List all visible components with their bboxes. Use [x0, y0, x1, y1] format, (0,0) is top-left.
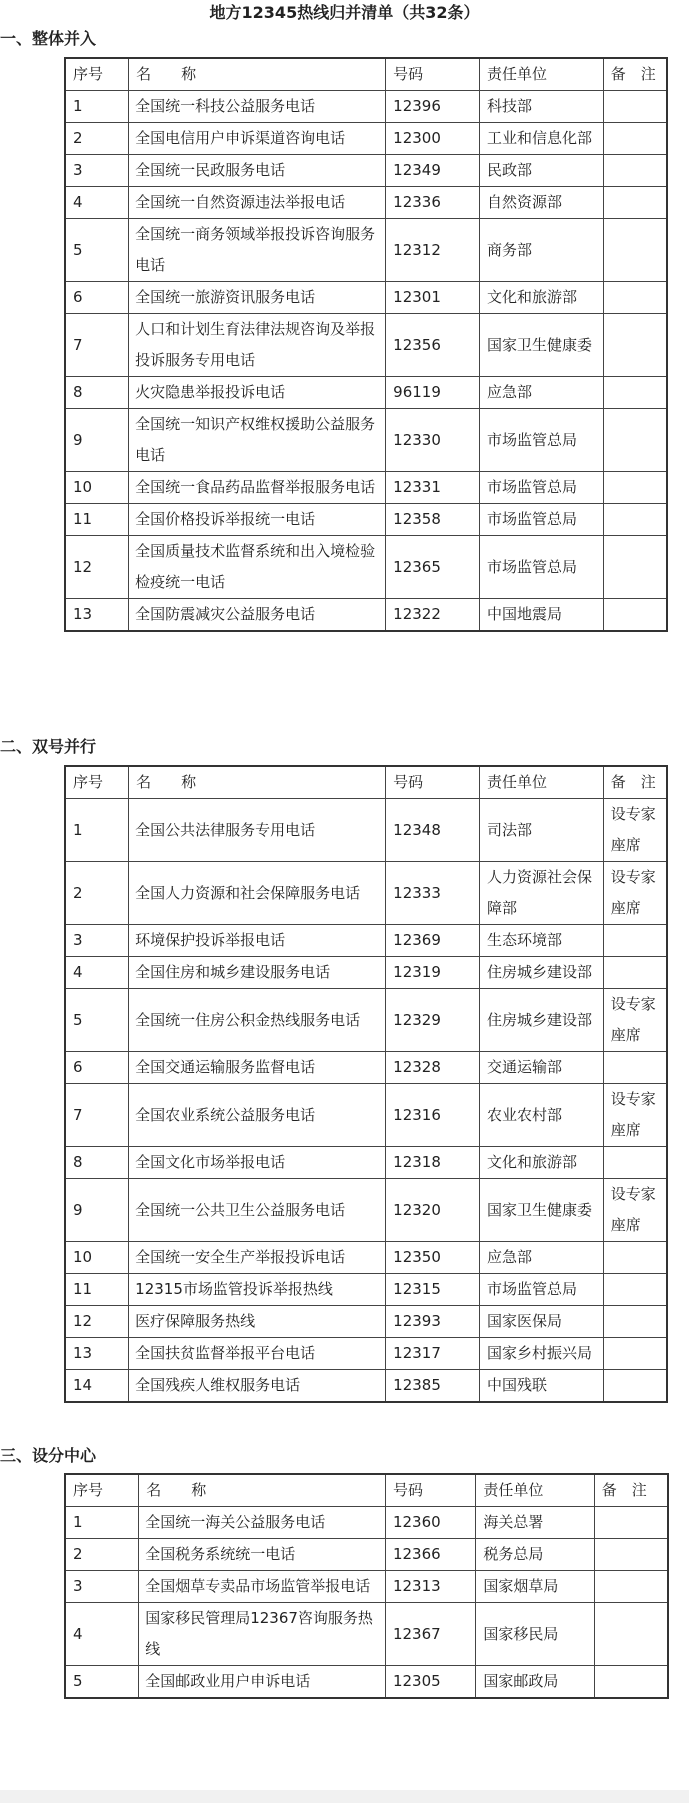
cell-responsible-unit: 应急部	[479, 1242, 603, 1274]
cell-serial-number: 1	[65, 91, 129, 123]
cell-serial-number: 11	[65, 504, 129, 536]
cell-responsible-unit: 市场监管总局	[479, 1274, 603, 1306]
cell-responsible-unit: 住房城乡建设部	[479, 989, 603, 1052]
cell-hotline-name: 环境保护投诉举报电话	[129, 925, 386, 957]
table-row	[65, 1052, 667, 1084]
cell-responsible-unit: 市场监管总局	[479, 536, 603, 599]
table-row	[65, 219, 667, 282]
cell-remarks	[603, 1242, 667, 1274]
cell-phone-number: 96119	[386, 377, 480, 409]
table-row	[65, 1274, 667, 1306]
cell-remarks: 设专家座席	[603, 989, 667, 1052]
column-header-responsible-unit: 责任单位	[476, 1474, 594, 1507]
cell-remarks	[594, 1571, 668, 1603]
column-header-hotline-name: 名 称	[139, 1474, 386, 1507]
table-sub-center	[64, 1473, 669, 1699]
column-header-remarks: 备 注	[603, 58, 667, 91]
cell-remarks	[594, 1539, 668, 1571]
table-row	[65, 1084, 667, 1147]
section-heading-sub-center: 三、设分中心	[0, 1446, 97, 1465]
table-row	[65, 472, 667, 504]
table-row	[65, 155, 667, 187]
cell-phone-number: 12300	[386, 123, 480, 155]
cell-phone-number: 12322	[386, 599, 480, 632]
cell-hotline-name: 全国交通运输服务监督电话	[129, 1052, 386, 1084]
cell-responsible-unit: 人力资源社会保障部	[479, 862, 603, 925]
cell-hotline-name: 全国人力资源和社会保障服务电话	[129, 862, 386, 925]
cell-responsible-unit: 商务部	[479, 219, 603, 282]
cell-serial-number: 13	[65, 1338, 129, 1370]
cell-responsible-unit: 国家卫生健康委	[479, 314, 603, 377]
cell-hotline-name: 人口和计划生育法律法规咨询及举报 投诉服务专用电话	[129, 314, 386, 377]
cell-serial-number: 3	[65, 155, 129, 187]
cell-phone-number: 12331	[386, 472, 480, 504]
cell-remarks	[603, 123, 667, 155]
cell-responsible-unit: 生态环境部	[479, 925, 603, 957]
cell-hotline-name: 全国烟草专卖品市场监管举报电话	[139, 1571, 386, 1603]
cell-hotline-name: 全国质量技术监督系统和出入境检验 检疫统一电话	[129, 536, 386, 599]
column-header-phone-number: 号码	[386, 766, 480, 799]
cell-remarks	[603, 1147, 667, 1179]
cell-responsible-unit: 交通运输部	[479, 1052, 603, 1084]
table-row	[65, 862, 667, 925]
cell-serial-number: 11	[65, 1274, 129, 1306]
cell-hotline-name: 全国扶贫监督举报平台电话	[129, 1338, 386, 1370]
cell-phone-number: 12313	[385, 1571, 475, 1603]
cell-remarks	[603, 377, 667, 409]
cell-phone-number: 12312	[386, 219, 480, 282]
cell-hotline-name: 全国统一民政服务电话	[129, 155, 386, 187]
cell-phone-number: 12385	[386, 1370, 480, 1403]
cell-serial-number: 4	[65, 957, 129, 989]
cell-phone-number: 12333	[386, 862, 480, 925]
cell-serial-number: 5	[65, 989, 129, 1052]
cell-remarks	[603, 957, 667, 989]
cell-remarks	[603, 409, 667, 472]
column-header-serial-number: 序号	[65, 1474, 139, 1507]
table-row	[65, 314, 667, 377]
cell-serial-number: 7	[65, 314, 129, 377]
column-header-hotline-name: 名 称	[129, 58, 386, 91]
cell-remarks: 设专家座席	[603, 1084, 667, 1147]
cell-phone-number: 12336	[386, 187, 480, 219]
table-row	[65, 1539, 668, 1571]
cell-remarks	[603, 472, 667, 504]
table-header-row	[65, 58, 667, 91]
cell-phone-number: 12316	[386, 1084, 480, 1147]
cell-phone-number: 12365	[386, 536, 480, 599]
cell-serial-number: 6	[65, 282, 129, 314]
cell-responsible-unit: 自然资源部	[479, 187, 603, 219]
cell-hotline-name: 火灾隐患举报投诉电话	[129, 377, 386, 409]
table-header-row	[65, 766, 667, 799]
cell-remarks: 设专家座席	[603, 862, 667, 925]
cell-phone-number: 12320	[386, 1179, 480, 1242]
cell-serial-number: 7	[65, 1084, 129, 1147]
cell-phone-number: 12369	[386, 925, 480, 957]
cell-phone-number: 12318	[386, 1147, 480, 1179]
cell-remarks	[603, 155, 667, 187]
table-row	[65, 91, 667, 123]
table-row	[65, 1666, 668, 1699]
table-row	[65, 925, 667, 957]
cell-hotline-name: 全国统一食品药品监督举报服务电话	[129, 472, 386, 504]
cell-hotline-name: 全国统一旅游资讯服务电话	[129, 282, 386, 314]
cell-serial-number: 4	[65, 1603, 139, 1666]
cell-remarks: 设专家座席	[603, 799, 667, 862]
cell-serial-number: 1	[65, 1507, 139, 1539]
cell-responsible-unit: 国家乡村振兴局	[479, 1338, 603, 1370]
table-row	[65, 1571, 668, 1603]
cell-responsible-unit: 市场监管总局	[479, 504, 603, 536]
cell-responsible-unit: 国家卫生健康委	[479, 1179, 603, 1242]
cell-hotline-name: 全国防震减灾公益服务电话	[129, 599, 386, 632]
cell-serial-number: 2	[65, 1539, 139, 1571]
table-row	[65, 599, 667, 632]
cell-responsible-unit: 市场监管总局	[479, 472, 603, 504]
column-header-remarks: 备 注	[594, 1474, 668, 1507]
cell-remarks	[603, 504, 667, 536]
cell-serial-number: 8	[65, 377, 129, 409]
table-row	[65, 282, 667, 314]
cell-hotline-name: 全国统一安全生产举报投诉电话	[129, 1242, 386, 1274]
cell-hotline-name: 全国统一知识产权维权援助公益服务电话	[129, 409, 386, 472]
column-header-serial-number: 序号	[65, 766, 129, 799]
cell-serial-number: 3	[65, 1571, 139, 1603]
column-header-responsible-unit: 责任单位	[479, 58, 603, 91]
cell-phone-number: 12366	[385, 1539, 475, 1571]
cell-serial-number: 5	[65, 219, 129, 282]
cell-hotline-name: 全国电信用户申诉渠道咨询电话	[129, 123, 386, 155]
cell-hotline-name: 12315市场监管投诉举报热线	[129, 1274, 386, 1306]
cell-remarks	[594, 1666, 668, 1699]
table-row	[65, 377, 667, 409]
section-heading-whole-merge: 一、整体并入	[0, 29, 97, 48]
cell-hotline-name: 国家移民管理局12367咨询服务热线	[139, 1603, 386, 1666]
cell-serial-number: 9	[65, 409, 129, 472]
table-row	[65, 123, 667, 155]
table-row	[65, 1603, 668, 1666]
cell-serial-number: 2	[65, 862, 129, 925]
cell-phone-number: 12349	[386, 155, 480, 187]
table-row	[65, 504, 667, 536]
cell-serial-number: 2	[65, 123, 129, 155]
column-header-remarks: 备 注	[603, 766, 667, 799]
page-footer-bar	[0, 1790, 689, 1803]
cell-remarks	[603, 599, 667, 632]
cell-serial-number: 1	[65, 799, 129, 862]
cell-remarks	[603, 1306, 667, 1338]
cell-responsible-unit: 市场监管总局	[479, 409, 603, 472]
cell-hotline-name: 全国公共法律服务专用电话	[129, 799, 386, 862]
cell-serial-number: 12	[65, 536, 129, 599]
table-row	[65, 799, 667, 862]
table-row	[65, 989, 667, 1052]
table-row	[65, 187, 667, 219]
cell-phone-number: 12350	[386, 1242, 480, 1274]
cell-hotline-name: 全国统一商务领域举报投诉咨询服务电话	[129, 219, 386, 282]
cell-hotline-name: 全国税务系统统一电话	[139, 1539, 386, 1571]
cell-remarks	[603, 1052, 667, 1084]
table-row	[65, 1179, 667, 1242]
cell-serial-number: 9	[65, 1179, 129, 1242]
table-row	[65, 1338, 667, 1370]
cell-responsible-unit: 文化和旅游部	[479, 282, 603, 314]
table-row	[65, 1242, 667, 1274]
cell-hotline-name: 医疗保障服务热线	[129, 1306, 386, 1338]
table-header-row	[65, 1474, 668, 1507]
cell-hotline-name: 全国价格投诉举报统一电话	[129, 504, 386, 536]
cell-hotline-name: 全国统一海关公益服务电话	[139, 1507, 386, 1539]
column-header-hotline-name: 名 称	[129, 766, 386, 799]
cell-phone-number: 12329	[386, 989, 480, 1052]
cell-serial-number: 4	[65, 187, 129, 219]
cell-responsible-unit: 国家邮政局	[476, 1666, 594, 1699]
cell-remarks	[603, 536, 667, 599]
cell-responsible-unit: 住房城乡建设部	[479, 957, 603, 989]
table-row	[65, 1306, 667, 1338]
cell-serial-number: 8	[65, 1147, 129, 1179]
cell-hotline-name: 全国农业系统公益服务电话	[129, 1084, 386, 1147]
cell-phone-number: 12396	[386, 91, 480, 123]
cell-responsible-unit: 中国残联	[479, 1370, 603, 1403]
document-title: 地方12345热线归并清单（共32条）	[209, 3, 480, 22]
cell-responsible-unit: 民政部	[479, 155, 603, 187]
cell-responsible-unit: 海关总署	[476, 1507, 594, 1539]
table-dual-number	[64, 765, 668, 1403]
column-header-phone-number: 号码	[386, 58, 480, 91]
table-row	[65, 409, 667, 472]
cell-phone-number: 12317	[386, 1338, 480, 1370]
cell-serial-number: 5	[65, 1666, 139, 1699]
cell-remarks	[603, 1274, 667, 1306]
cell-hotline-name: 全国邮政业用户申诉电话	[139, 1666, 386, 1699]
cell-serial-number: 12	[65, 1306, 129, 1338]
cell-phone-number: 12315	[386, 1274, 480, 1306]
cell-remarks	[603, 91, 667, 123]
cell-hotline-name: 全国统一住房公积金热线服务电话	[129, 989, 386, 1052]
table-row	[65, 1147, 667, 1179]
cell-remarks	[603, 1338, 667, 1370]
table-row	[65, 536, 667, 599]
cell-remarks: 设专家座席	[603, 1179, 667, 1242]
cell-serial-number: 3	[65, 925, 129, 957]
cell-responsible-unit: 税务总局	[476, 1539, 594, 1571]
cell-phone-number: 12319	[386, 957, 480, 989]
cell-responsible-unit: 中国地震局	[479, 599, 603, 632]
cell-phone-number: 12301	[386, 282, 480, 314]
cell-remarks	[603, 1370, 667, 1403]
cell-responsible-unit: 文化和旅游部	[479, 1147, 603, 1179]
cell-remarks	[603, 219, 667, 282]
cell-responsible-unit: 司法部	[479, 799, 603, 862]
column-header-phone-number: 号码	[385, 1474, 475, 1507]
cell-hotline-name: 全国统一科技公益服务电话	[129, 91, 386, 123]
cell-responsible-unit: 农业农村部	[479, 1084, 603, 1147]
cell-phone-number: 12367	[385, 1603, 475, 1666]
cell-hotline-name: 全国残疾人维权服务电话	[129, 1370, 386, 1403]
cell-remarks	[603, 314, 667, 377]
cell-phone-number: 12330	[386, 409, 480, 472]
cell-phone-number: 12393	[386, 1306, 480, 1338]
table-row	[65, 957, 667, 989]
cell-hotline-name: 全国文化市场举报电话	[129, 1147, 386, 1179]
cell-serial-number: 14	[65, 1370, 129, 1403]
cell-phone-number: 12360	[385, 1507, 475, 1539]
cell-hotline-name: 全国住房和城乡建设服务电话	[129, 957, 386, 989]
cell-responsible-unit: 国家烟草局	[476, 1571, 594, 1603]
cell-responsible-unit: 国家医保局	[479, 1306, 603, 1338]
column-header-serial-number: 序号	[65, 58, 129, 91]
cell-serial-number: 10	[65, 472, 129, 504]
section-heading-dual-number: 二、双号并行	[0, 737, 97, 756]
cell-remarks	[603, 925, 667, 957]
cell-responsible-unit: 工业和信息化部	[479, 123, 603, 155]
cell-responsible-unit: 科技部	[479, 91, 603, 123]
cell-hotline-name: 全国统一公共卫生公益服务电话	[129, 1179, 386, 1242]
cell-phone-number: 12305	[385, 1666, 475, 1699]
cell-hotline-name: 全国统一自然资源违法举报电话	[129, 187, 386, 219]
cell-phone-number: 12356	[386, 314, 480, 377]
cell-serial-number: 6	[65, 1052, 129, 1084]
table-row	[65, 1370, 667, 1403]
cell-phone-number: 12328	[386, 1052, 480, 1084]
cell-remarks	[603, 282, 667, 314]
cell-phone-number: 12348	[386, 799, 480, 862]
cell-serial-number: 13	[65, 599, 129, 632]
cell-responsible-unit: 国家移民局	[476, 1603, 594, 1666]
cell-responsible-unit: 应急部	[479, 377, 603, 409]
cell-remarks	[594, 1603, 668, 1666]
cell-serial-number: 10	[65, 1242, 129, 1274]
cell-remarks	[594, 1507, 668, 1539]
table-row	[65, 1507, 668, 1539]
table-whole-merge	[64, 57, 668, 632]
cell-phone-number: 12358	[386, 504, 480, 536]
column-header-responsible-unit: 责任单位	[479, 766, 603, 799]
cell-remarks	[603, 187, 667, 219]
